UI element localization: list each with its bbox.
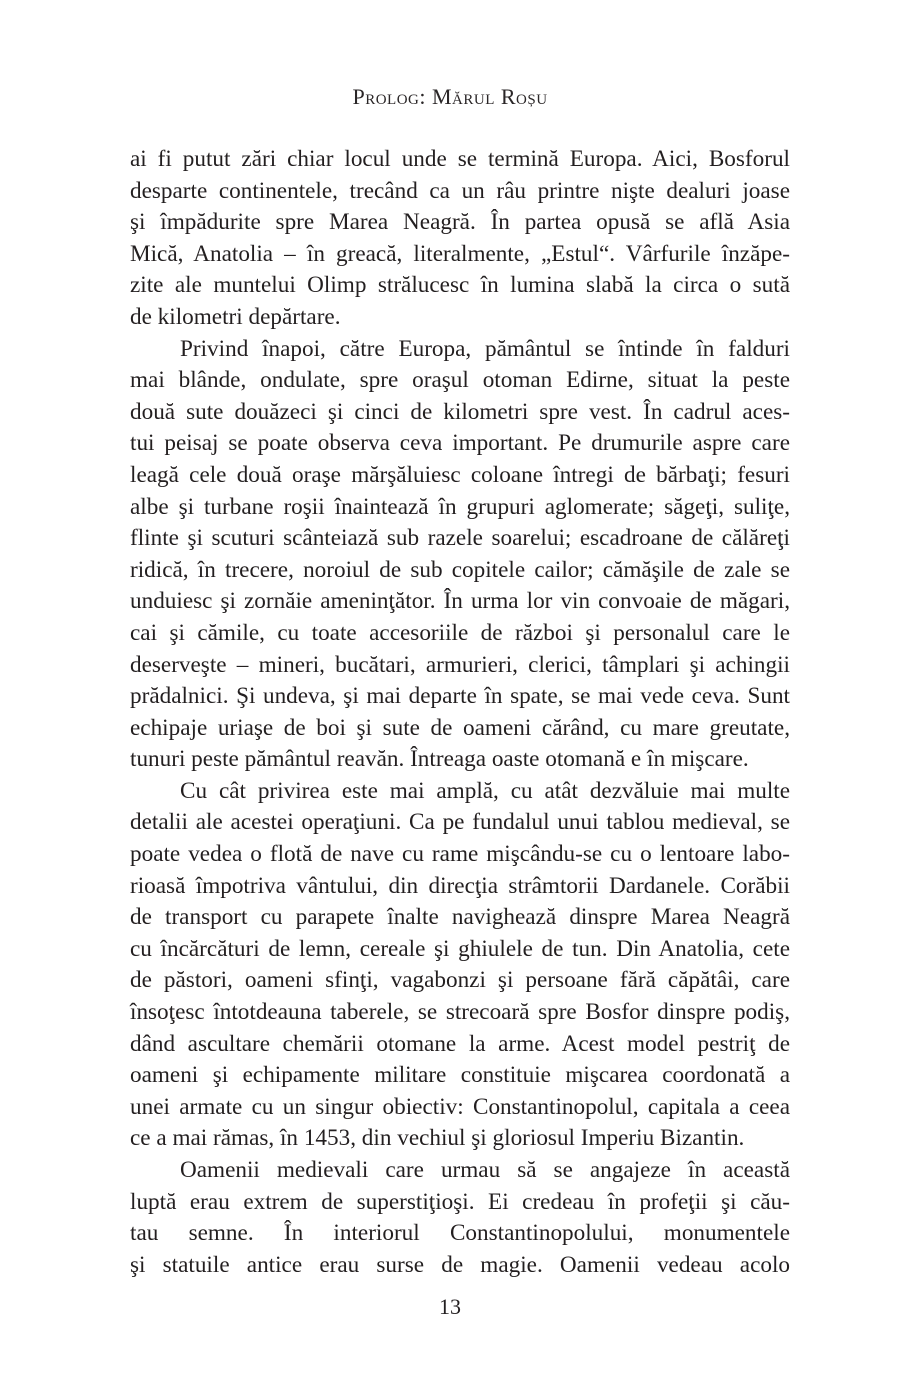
- text-line: [130, 555, 790, 587]
- text-line: [130, 492, 790, 524]
- line-text: de transport cu parapete înalte navighează dinspre Marea Neagră: [130, 904, 790, 931]
- text-line: [130, 302, 790, 334]
- text-line: [130, 839, 790, 871]
- text-line: [130, 1123, 790, 1155]
- line-text: oameni şi echipamente militare constituie mişcarea coordonată a: [130, 1062, 790, 1089]
- line-text: de păstori, oameni sfinţi, vagabonzi şi persoane fără căpătâi, care: [130, 967, 790, 994]
- line-text: rioasă împotriva vântului, din direcţia strâmtorii Dardanele. Corăbii: [130, 872, 790, 899]
- text-line: [130, 1250, 790, 1282]
- line-text: ce a mai rămas, în 1453, din vechiul şi gloriosul Imperiu Bizantin.: [130, 1125, 745, 1152]
- text-line: [130, 1060, 790, 1092]
- text-line: [130, 807, 790, 839]
- line-text: cu încărcături de lemn, cereale şi ghiulele de tun. Din Anatolia, cete: [130, 935, 790, 962]
- text-line: [130, 650, 790, 682]
- line-text: de kilometri depărtare.: [130, 303, 341, 330]
- text-line: [130, 744, 790, 776]
- text-line: [130, 460, 790, 492]
- text-line: [130, 523, 790, 555]
- line-text: desparte continentele, trecând ca un râu printre nişte dealuri joase: [130, 177, 790, 204]
- line-text: două sute douăzeci şi cinci de kilometri spre vest. În cadrul aces-: [130, 398, 790, 425]
- line-text: flinte şi scuturi scânteiază sub razele soarelui; escadroane de călăreţi: [130, 525, 790, 552]
- line-text: însoţesc întotdeauna taberele, se strecoară spre Bosfor dinspre podiş,: [130, 999, 790, 1026]
- page-number: 13: [439, 1294, 461, 1319]
- text-line: [130, 239, 790, 271]
- line-text: tui peisaj se poate observa ceva important. Pe drumurile aspre care: [130, 430, 790, 457]
- text-line: [130, 1218, 790, 1250]
- line-text: Privind înapoi, către Europa, pământul se întinde în falduri: [180, 335, 790, 362]
- line-text: dând ascultare chemării otomane la arme. Acest model pestriţ de: [130, 1030, 790, 1057]
- text-line: [130, 428, 790, 460]
- line-text: Cu cât privirea este mai amplă, cu atât dezvăluie mai multe: [180, 777, 790, 804]
- text-line: [130, 997, 790, 1029]
- line-text: luptă erau extrem de superstiţioşi. Ei credeau în profeţii şi cău-: [130, 1188, 790, 1215]
- text-line: [130, 1187, 790, 1219]
- running-head-title: Prolog: Mărul Roșu: [352, 84, 548, 109]
- text-line: [130, 681, 790, 713]
- line-text: tau semne. În interiorul Constantinopolului, monumentele: [130, 1220, 790, 1247]
- paragraph-first-line: [130, 776, 790, 808]
- line-text: tunuri peste pământul reavăn. Întreaga oaste otomană e în mişcare.: [130, 746, 749, 773]
- line-text: echipaje uriaşe de boi şi sute de oameni cărând, cu mare greutate,: [130, 714, 790, 741]
- body-text: [130, 144, 790, 1281]
- text-line: [130, 902, 790, 934]
- text-line: [130, 871, 790, 903]
- line-text: şi împădurite spre Marea Neagră. În partea opusă se află Asia: [130, 209, 790, 236]
- text-line: [130, 270, 790, 302]
- text-line: [130, 207, 790, 239]
- paragraph-first-line: [130, 1155, 790, 1187]
- text-line: [130, 365, 790, 397]
- text-line: [130, 934, 790, 966]
- line-text: deserveşte – mineri, bucătari, armurieri, clerici, tâmplari şi achingii: [130, 651, 790, 678]
- line-text: cai şi cămile, cu toate accesoriile de război şi personalul care le: [130, 619, 790, 646]
- line-text: ai fi putut zări chiar locul unde se termină Europa. Aici, Bosforul: [130, 146, 790, 172]
- text-line: [130, 713, 790, 745]
- line-text: poate vedea o flotă de nave cu rame mişcându-se cu o lentoare labo-: [130, 841, 790, 868]
- text-line: [130, 397, 790, 429]
- line-text: leagă cele două oraşe mărşăluiesc coloane întregi de bărbaţi; fesuri: [130, 461, 790, 488]
- line-text: Mică, Anatolia – în greacă, literalmente, „Estul“. Vârfurile înzăpe-: [130, 240, 790, 267]
- paragraph-first-line: [130, 334, 790, 366]
- line-text: zite ale muntelui Olimp strălucesc în lumina slabă la circa o sută: [130, 272, 790, 299]
- line-text: ridică, în trecere, noroiul de sub copitele cailor; cămăşile de zale se: [130, 556, 790, 583]
- line-text: şi statuile antice erau surse de magie. Oamenii vedeau acolo: [130, 1251, 790, 1278]
- text-line: [130, 965, 790, 997]
- line-text: unduiesc şi zornăie ameninţător. În urma lor vin convoaie de măgari,: [130, 588, 790, 615]
- line-text: detalii ale acestei operaţiuni. Ca pe fundalul unui tablou medieval, se: [130, 809, 790, 836]
- line-text: unei armate cu un singur obiectiv: Constantinopolul, capitala a ceea: [130, 1093, 790, 1120]
- line-text: mai blânde, ondulate, spre oraşul otoman Edirne, situat la peste: [130, 367, 790, 394]
- text-line: [130, 586, 790, 618]
- text-line: [130, 176, 790, 208]
- line-text: albe şi turbane roşii înaintează în grupuri aglomerate; săgeţi, suliţe,: [130, 493, 790, 520]
- text-line: [130, 1092, 790, 1124]
- line-text: prădalnici. Şi undeva, şi mai departe în spate, se mai vede ceva. Sunt: [130, 683, 790, 710]
- text-line: [130, 1029, 790, 1061]
- text-line: [130, 618, 790, 650]
- text-line: [130, 144, 790, 176]
- line-text: Oamenii medievali care urmau să se angajeze în această: [180, 1157, 790, 1183]
